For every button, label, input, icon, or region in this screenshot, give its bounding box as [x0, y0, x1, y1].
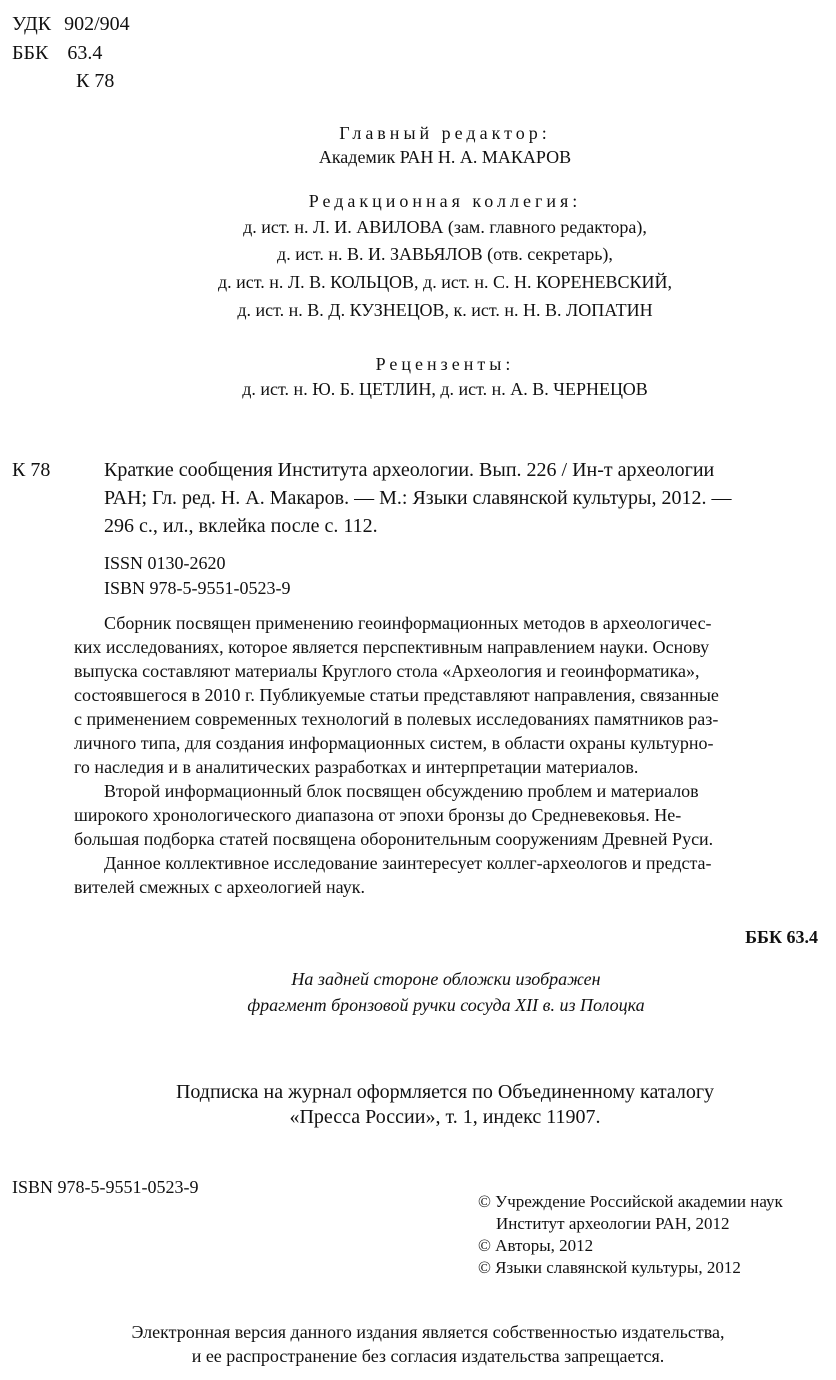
- electronic-notice-line: Электронная версия данного издания является собственностью издательства,: [131, 1322, 725, 1342]
- isbn: ISBN 978-5-9551-0523-9: [104, 578, 291, 598]
- board-member-line: д. ист. н. Л. И. АВИЛОВА (зам. главного редактора),: [243, 217, 647, 237]
- subscription-line: «Пресса России», т. 1, индекс 11907.: [289, 1106, 601, 1128]
- biblio-line: Краткие сообщения Института археологии. Вып. 226 / Ин-т археологии: [104, 459, 715, 481]
- board-member-line: д. ист. н. В. И. ЗАВЬЯЛОВ (отв. секретарь),: [277, 244, 613, 264]
- electronic-notice-line: и ее распространение без согласия издательства запрещается.: [191, 1346, 665, 1366]
- copyright-block: [478, 1191, 783, 1279]
- cover-note-line: фрагмент бронзовой ручки сосуда XII в. из Полоцка: [247, 995, 645, 1015]
- annotation-line: Второй информационный блок посвящен обсуждению проблем и материалов: [104, 781, 699, 801]
- copyright-line: Институт археологии РАН, 2012: [496, 1214, 730, 1233]
- annotation-line: Сборник посвящен применению геоинформационных методов в археологичес-: [104, 613, 712, 633]
- udk-value: 902/904: [64, 13, 130, 35]
- udk-label: УДК: [12, 13, 52, 35]
- copyright-line: © Авторы, 2012: [478, 1236, 594, 1255]
- bbk-line: [12, 41, 102, 65]
- author-mark: К 78: [76, 70, 115, 92]
- board-member-line: д. ист. н. В. Д. КУЗНЕЦОВ, к. ист. н. Н. В. ЛОПАТИН: [237, 300, 653, 320]
- biblio-description: [104, 458, 820, 542]
- subscription-line: Подписка на журнал оформляется по Объединенному каталогу: [175, 1081, 715, 1103]
- annotation-line: выпуска составляют материалы Круглого стола «Археология и геоинформатика»,: [74, 661, 700, 681]
- annotation-line: личного типа, для создания информационных систем, в области охраны культурно-: [74, 733, 714, 753]
- isbn-bottom: ISBN 978-5-9551-0523-9: [12, 1177, 199, 1197]
- copyright-line: © Учреждение Российской академии наук: [478, 1192, 783, 1211]
- board-member-line: д. ист. н. Л. В. КОЛЬЦОВ, д. ист. н. С. Н. КОРЕНЕВСКИЙ,: [217, 272, 673, 292]
- annotation-line: Данное коллективное исследование заинтересует коллег-археологов и предста-: [104, 853, 712, 873]
- annotation-line: вителей смежных с археологией наук.: [74, 877, 365, 897]
- udk-line: [12, 12, 130, 36]
- copyright-line: © Языки славянской культуры, 2012: [478, 1258, 741, 1277]
- issn: ISSN 0130-2620: [104, 553, 226, 573]
- chief-editor-name: Академик РАН Н. А. МАКАРОВ: [318, 147, 572, 167]
- annotation: [74, 611, 820, 899]
- bbk-value: 63.4: [67, 42, 103, 64]
- annotation-line: го наследия и в аналитических разработках и интерпретации материалов.: [74, 757, 639, 777]
- annotation-line: с применением современных технологий в полевых исследованиях памятников раз-: [74, 709, 719, 729]
- chief-editor-heading: Главный редактор:: [339, 123, 551, 143]
- biblio-line: 296 с., ил., вклейка после с. 112.: [104, 515, 378, 537]
- board-heading: Редакционная коллегия:: [308, 191, 582, 211]
- annotation-line: большая подборка статей посвящена оборонительным сооружениям Древней Руси.: [74, 829, 714, 849]
- biblio-mark: К 78: [12, 459, 51, 481]
- reviewers-heading: Рецензенты:: [375, 354, 515, 374]
- bbk-footer: ББК 63.4: [745, 927, 818, 947]
- annotation-line: состоявшегося в 2010 г. Публикуемые статьи представляют направления, связанные: [74, 685, 719, 705]
- biblio-line: РАН; Гл. ред. Н. А. Макаров. — М.: Языки славянской культуры, 2012. —: [104, 487, 732, 509]
- reviewers-line: д. ист. н. Ю. Б. ЦЕТЛИН, д. ист. н. А. В. ЧЕРНЕЦОВ: [242, 379, 648, 399]
- annotation-line: ких исследованиях, которое является перспективным направлением науки. Основу: [74, 637, 710, 657]
- cover-note-line: На задней стороне обложки изображен: [291, 969, 601, 989]
- bbk-label: ББК: [12, 42, 49, 64]
- annotation-line: широкого хронологического диапазона от эпохи бронзы до Средневековья. Не-: [74, 805, 682, 825]
